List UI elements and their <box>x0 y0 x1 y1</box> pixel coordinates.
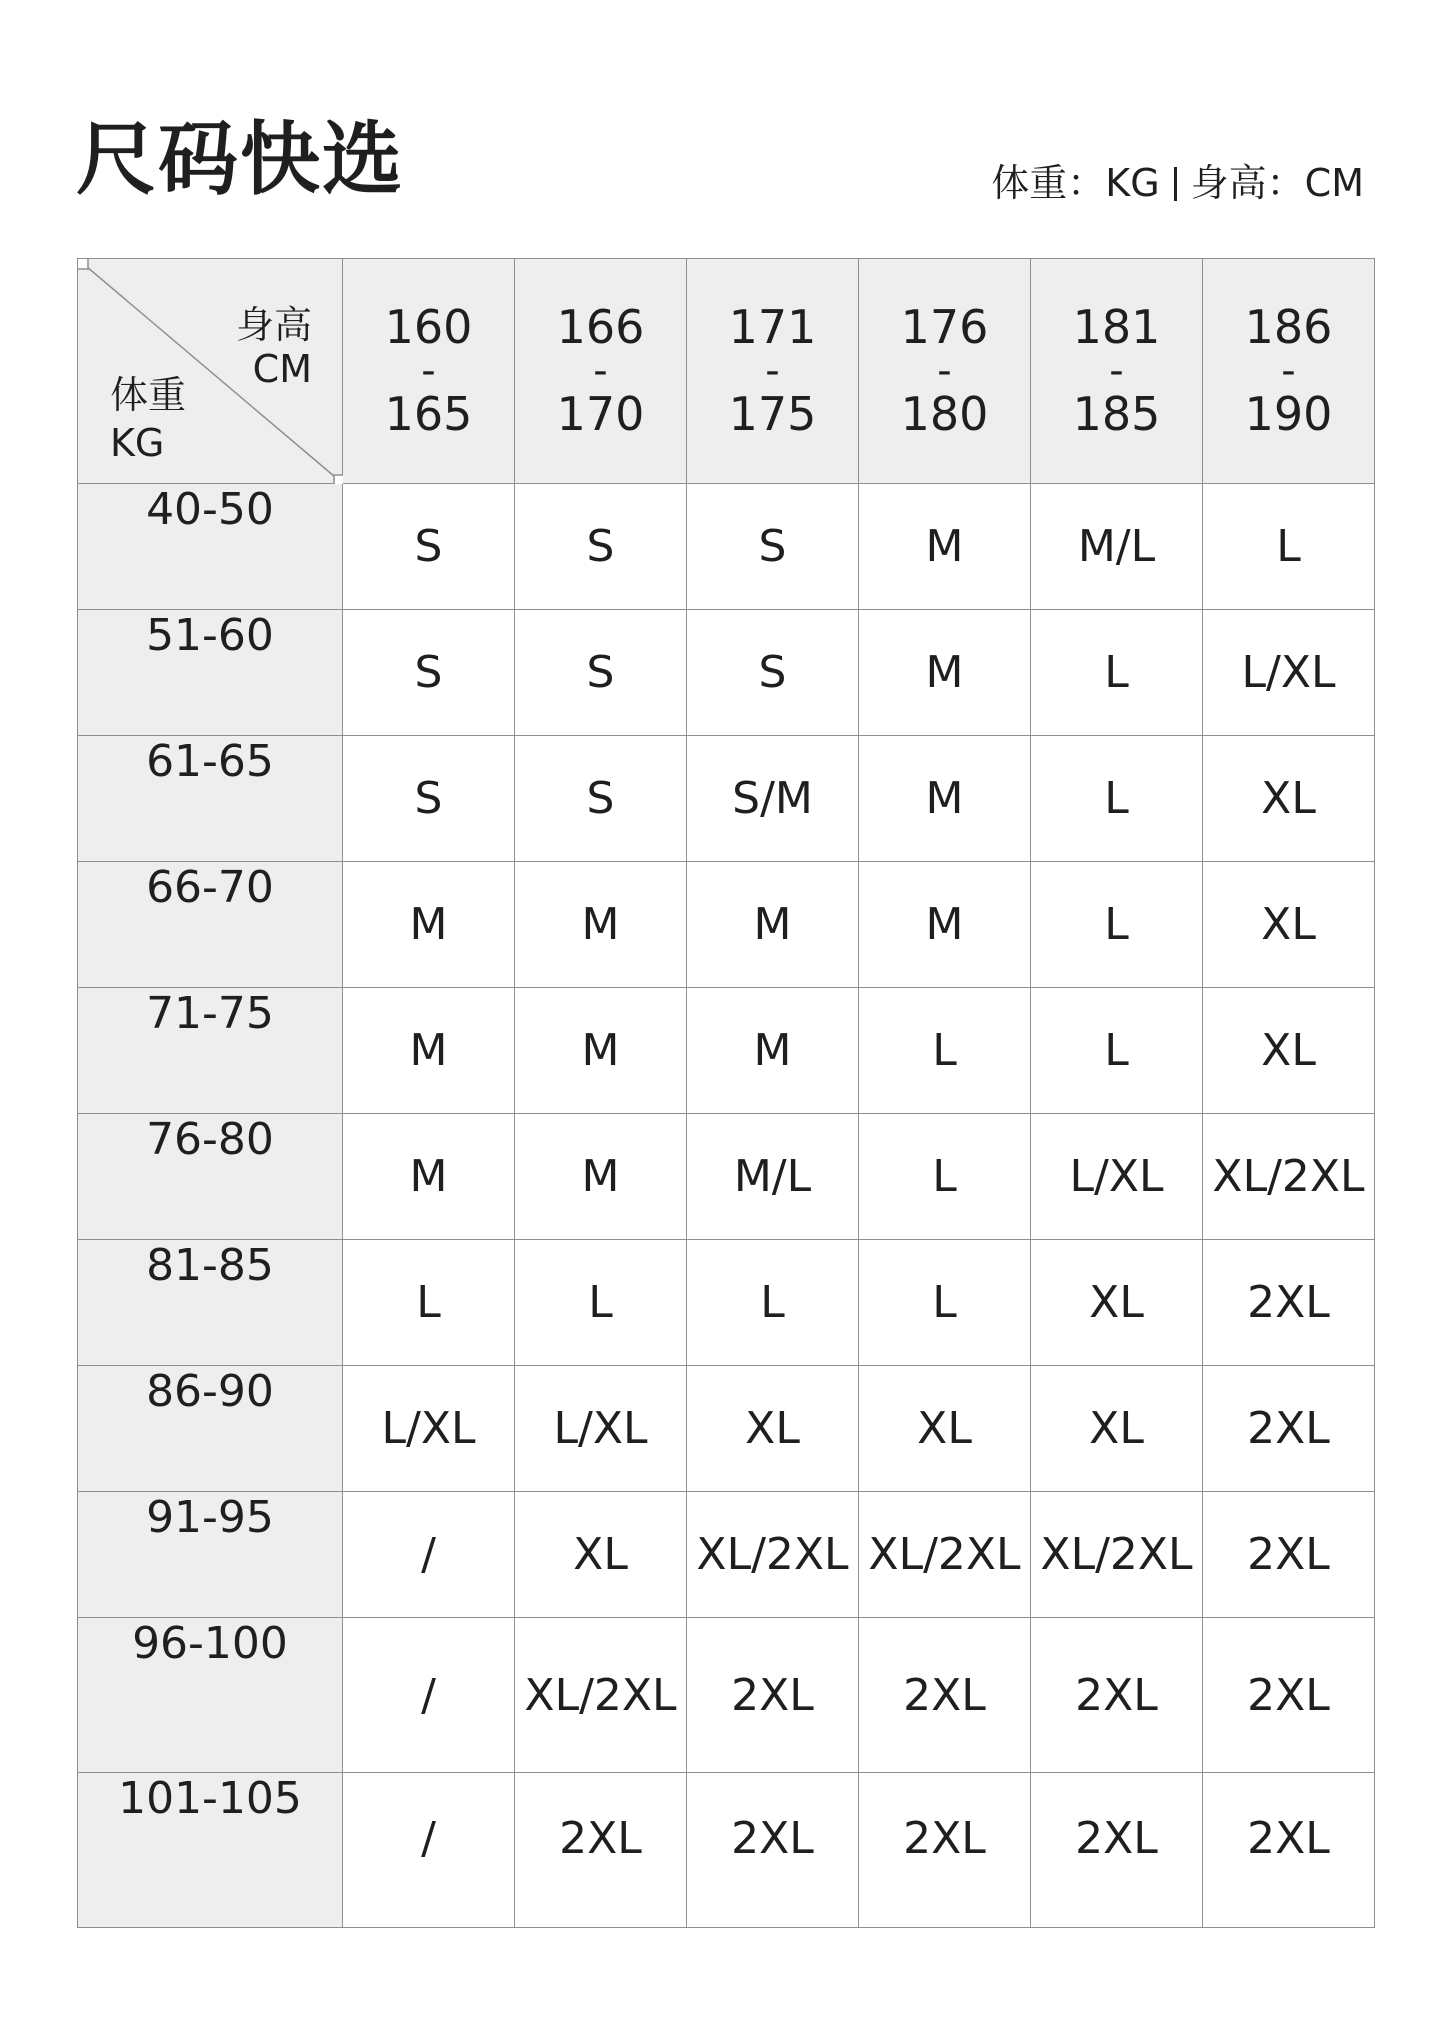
size-cell <box>1031 1618 1203 1773</box>
height-to: 175 <box>728 387 817 441</box>
size-cell <box>687 1240 859 1366</box>
height-range-header <box>343 259 515 484</box>
size-value: M <box>753 1025 792 1076</box>
table-row <box>78 736 1375 862</box>
size-value: XL <box>745 1403 800 1454</box>
table-row <box>78 1114 1375 1240</box>
height-unit: CM <box>252 347 312 391</box>
size-value: 2XL <box>1075 1669 1158 1721</box>
size-value: XL/2XL <box>1040 1529 1193 1580</box>
weight-unit-note: 体重：KG <box>991 161 1160 205</box>
size-value: L <box>588 1277 613 1328</box>
size-value: S <box>758 647 787 698</box>
size-value: 2XL <box>731 1813 814 1864</box>
height-range-header <box>1031 259 1203 484</box>
weight-range-cell: 81-85 <box>78 1240 343 1366</box>
size-value: XL <box>1261 899 1316 950</box>
size-cell <box>1203 1366 1375 1492</box>
size-value: M <box>409 899 448 950</box>
size-value: XL/2XL <box>696 1529 849 1580</box>
size-cell <box>687 1114 859 1240</box>
size-cell <box>515 1618 687 1773</box>
size-value: 2XL <box>903 1813 986 1864</box>
size-value: S <box>586 521 615 572</box>
size-cell <box>515 1773 687 1928</box>
size-cell <box>687 484 859 610</box>
size-cell <box>687 1366 859 1492</box>
size-cell <box>1203 1618 1375 1773</box>
weight-range-cell: 101-105 <box>78 1773 343 1928</box>
size-value: L <box>1104 773 1129 824</box>
size-value: M <box>925 899 964 950</box>
size-value: M <box>753 899 792 950</box>
height-dash: - <box>1281 348 1296 394</box>
size-value: M <box>581 1151 620 1202</box>
size-cell <box>1031 988 1203 1114</box>
size-cell <box>343 484 515 610</box>
size-chart-table <box>77 258 1375 1928</box>
size-value: XL <box>1089 1403 1144 1454</box>
size-cell <box>1031 1240 1203 1366</box>
height-from: 160 <box>384 300 473 355</box>
size-value: L <box>1104 899 1129 950</box>
size-cell <box>1031 610 1203 736</box>
height-label: 身高 <box>235 303 312 347</box>
size-cell <box>343 1366 515 1492</box>
size-value: M <box>409 1151 448 1202</box>
height-to: 170 <box>556 387 645 441</box>
size-value: L <box>932 1025 957 1076</box>
size-value: 2XL <box>1247 1813 1330 1864</box>
size-cell <box>687 988 859 1114</box>
weight-range-cell: 61-65 <box>78 736 343 862</box>
size-value: M <box>925 521 964 572</box>
size-value: S <box>414 773 443 824</box>
size-cell <box>859 1773 1031 1928</box>
size-cell <box>515 862 687 988</box>
table-row <box>78 1618 1375 1773</box>
size-cell <box>859 862 1031 988</box>
size-cell <box>515 1240 687 1366</box>
weight-range-cell: 40-50 <box>78 484 343 610</box>
size-cell <box>343 1773 515 1928</box>
size-value: S <box>414 647 443 698</box>
page-title: 尺码快选 <box>76 113 404 206</box>
size-cell <box>859 736 1031 862</box>
size-cell <box>859 1240 1031 1366</box>
size-value: L/XL <box>553 1403 648 1454</box>
table-row <box>78 1240 1375 1366</box>
height-dash: - <box>937 348 952 394</box>
units-note <box>991 161 1364 205</box>
table-row <box>78 862 1375 988</box>
size-cell <box>1203 1773 1375 1928</box>
size-value: L <box>416 1277 441 1328</box>
size-cell <box>1031 484 1203 610</box>
header-row <box>78 259 1375 484</box>
size-value: M <box>581 1025 620 1076</box>
height-to: 190 <box>1244 387 1333 441</box>
size-cell <box>343 988 515 1114</box>
weight-range-cell: 76-80 <box>78 1114 343 1240</box>
size-cell <box>859 1492 1031 1618</box>
size-cell <box>687 862 859 988</box>
weight-range-cell: 71-75 <box>78 988 343 1114</box>
size-value: L/XL <box>1069 1151 1164 1202</box>
size-cell <box>687 736 859 862</box>
size-cell <box>1031 1366 1203 1492</box>
size-value: / <box>421 1669 436 1721</box>
table-row <box>78 988 1375 1114</box>
size-value: XL <box>573 1529 628 1580</box>
size-cell <box>1203 862 1375 988</box>
size-value: S <box>414 521 443 572</box>
size-value: 2XL <box>1247 1669 1330 1721</box>
size-cell <box>515 1114 687 1240</box>
size-cell <box>687 1492 859 1618</box>
table-row <box>78 484 1375 610</box>
height-from: 176 <box>900 300 989 355</box>
size-value: L <box>1104 1025 1129 1076</box>
height-dash: - <box>593 348 608 394</box>
size-value: S <box>758 521 787 572</box>
size-cell <box>1031 1492 1203 1618</box>
size-value: XL <box>1089 1277 1144 1328</box>
size-cell <box>1203 988 1375 1114</box>
size-value: L <box>760 1277 785 1328</box>
size-cell <box>859 1114 1031 1240</box>
size-cell <box>687 610 859 736</box>
size-value: XL <box>917 1403 972 1454</box>
size-cell <box>687 1618 859 1773</box>
size-cell <box>859 484 1031 610</box>
size-cell <box>1031 862 1203 988</box>
weight-range-cell: 51-60 <box>78 610 343 736</box>
size-cell <box>515 610 687 736</box>
size-cell <box>343 1492 515 1618</box>
table-row <box>78 610 1375 736</box>
weight-range-cell: 91-95 <box>78 1492 343 1618</box>
size-value: M/L <box>733 1151 812 1202</box>
weight-range-cell: 86-90 <box>78 1366 343 1492</box>
size-cell <box>859 988 1031 1114</box>
size-cell <box>343 610 515 736</box>
height-axis-label <box>236 303 312 391</box>
height-from: 166 <box>556 300 645 355</box>
size-cell <box>859 610 1031 736</box>
size-cell <box>1031 736 1203 862</box>
height-from: 186 <box>1244 300 1333 355</box>
size-value: M <box>925 773 964 824</box>
size-cell <box>687 1773 859 1928</box>
height-to: 185 <box>1072 387 1161 441</box>
size-value: L <box>932 1277 957 1328</box>
size-value: M <box>925 647 964 698</box>
size-cell <box>343 1240 515 1366</box>
size-cell <box>1203 610 1375 736</box>
height-dash: - <box>765 348 780 394</box>
size-cell <box>1203 736 1375 862</box>
size-value: 2XL <box>1247 1529 1330 1580</box>
size-cell <box>1203 1114 1375 1240</box>
table-row <box>78 1366 1375 1492</box>
size-cell <box>343 1618 515 1773</box>
size-value: XL/2XL <box>1212 1151 1365 1202</box>
size-value: XL/2XL <box>868 1529 1021 1580</box>
size-value: S <box>586 647 615 698</box>
size-cell <box>859 1618 1031 1773</box>
size-cell <box>515 1492 687 1618</box>
size-cell <box>343 736 515 862</box>
height-range-header <box>687 259 859 484</box>
height-range-header <box>859 259 1031 484</box>
size-cell <box>1203 1492 1375 1618</box>
size-value: 2XL <box>1247 1277 1330 1328</box>
size-value: XL <box>1261 773 1316 824</box>
size-value: 2XL <box>559 1813 642 1864</box>
size-value: L <box>1276 521 1301 572</box>
size-value: / <box>421 1529 436 1580</box>
weight-range-cell: 96-100 <box>78 1618 343 1773</box>
size-cell <box>515 988 687 1114</box>
size-cell <box>515 484 687 610</box>
size-cell <box>343 1114 515 1240</box>
size-value: XL <box>1261 1025 1316 1076</box>
height-to: 180 <box>900 387 989 441</box>
size-value: S <box>586 773 615 824</box>
height-unit-note: 身高：CM <box>1190 161 1364 205</box>
size-value: 2XL <box>731 1669 814 1721</box>
size-value: XL/2XL <box>524 1669 677 1721</box>
size-cell <box>515 1366 687 1492</box>
size-cell <box>343 862 515 988</box>
size-cell <box>1203 1240 1375 1366</box>
size-value: 2XL <box>1247 1403 1330 1454</box>
corner-cell <box>78 259 343 484</box>
size-cell <box>1203 484 1375 610</box>
table-row <box>78 1773 1375 1928</box>
size-value: L <box>932 1151 957 1202</box>
size-value: L/XL <box>1241 647 1336 698</box>
height-from: 171 <box>728 300 817 355</box>
size-cell <box>1031 1773 1203 1928</box>
weight-range-cell: 66-70 <box>78 862 343 988</box>
table-row <box>78 1492 1375 1618</box>
size-value: M <box>581 899 620 950</box>
weight-axis-label <box>110 371 186 467</box>
height-range-header <box>515 259 687 484</box>
height-dash: - <box>421 348 436 394</box>
weight-label: 体重 <box>110 373 187 417</box>
height-range-header <box>1203 259 1375 484</box>
size-value: L/XL <box>381 1403 476 1454</box>
size-value: / <box>421 1813 436 1864</box>
size-value: 2XL <box>903 1669 986 1721</box>
size-value: S/M <box>732 773 813 824</box>
units-divider <box>1174 167 1177 201</box>
size-value: L <box>1104 647 1129 698</box>
height-to: 165 <box>384 387 473 441</box>
size-cell <box>515 736 687 862</box>
weight-unit: KG <box>110 421 165 465</box>
height-from: 181 <box>1072 300 1161 355</box>
size-value: M/L <box>1077 521 1156 572</box>
size-value: M <box>409 1025 448 1076</box>
size-cell <box>1031 1114 1203 1240</box>
size-value: 2XL <box>1075 1813 1158 1864</box>
size-cell <box>859 1366 1031 1492</box>
height-dash: - <box>1109 348 1124 394</box>
